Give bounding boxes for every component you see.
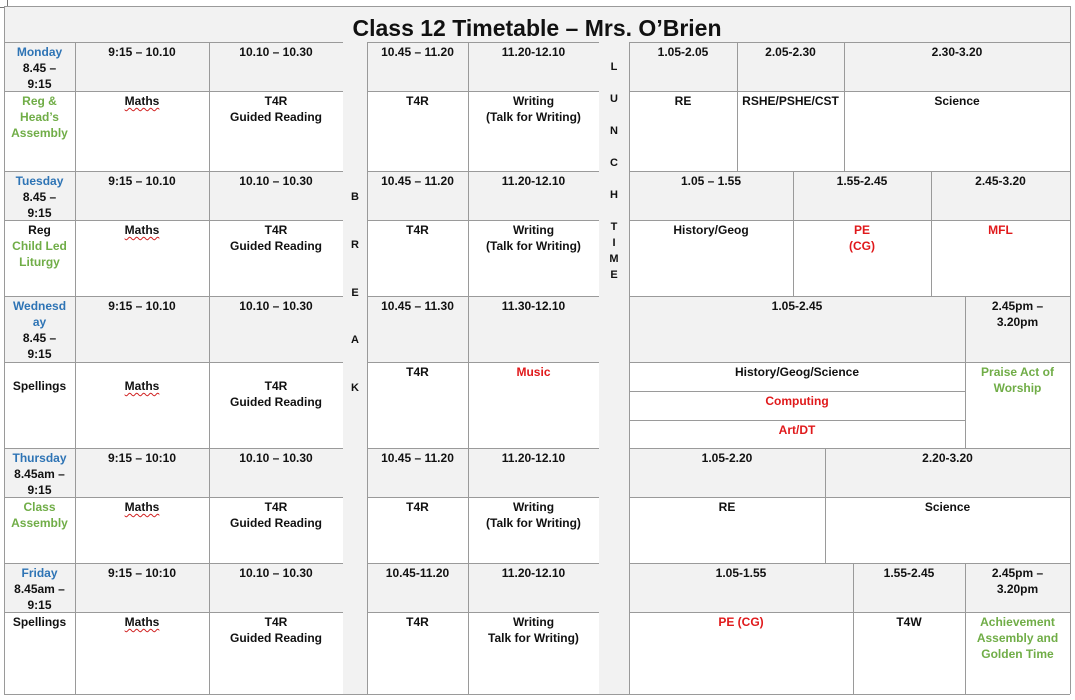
grid-line <box>4 448 5 497</box>
registration-time: 8.45 – 9:15 <box>22 61 57 91</box>
grid-line <box>4 6 1070 7</box>
grid-line <box>629 91 1070 92</box>
time-slot-tuesday-3: 10.45 – 11.20 <box>367 171 468 220</box>
time-slot-monday-5: 1.05-2.05 <box>629 42 737 91</box>
page-title: Class 12 Timetable – Mrs. O’Brien <box>4 6 1070 42</box>
grid-line <box>4 694 1070 695</box>
grid-line <box>367 612 599 613</box>
grid-line <box>1070 171 1071 220</box>
grid-line <box>468 220 469 296</box>
grid-line <box>4 91 5 171</box>
lesson-monday-7: Science <box>934 94 980 108</box>
time-slot-thursday-6: 2.20-3.20 <box>825 448 1070 497</box>
time-slot-wednesday-2: 10.10 – 10.30 <box>209 296 343 362</box>
time-slot-monday-6: 2.05-2.30 <box>737 42 844 91</box>
break-letter: E <box>351 287 359 299</box>
grid-line <box>468 42 469 91</box>
grid-line <box>629 362 1070 363</box>
break-letter: K <box>351 382 359 394</box>
time-slot-monday-2: 10.10 – 10.30 <box>209 42 343 91</box>
grid-line <box>844 42 845 91</box>
grid-line <box>75 612 76 694</box>
registration-time: 8.45 – 9:15 <box>22 190 57 220</box>
grid-line <box>4 362 5 448</box>
lesson-wednesday-8: Praise Act of Worship <box>981 365 1054 395</box>
time-slot-thursday-5: 1.05-2.20 <box>629 448 825 497</box>
lesson-friday-6: T4W <box>896 615 922 629</box>
grid-line <box>468 296 469 362</box>
grid-line <box>629 420 965 421</box>
lesson-friday-7: Achievement Assembly and Golden Time <box>976 615 1059 661</box>
time-slot-tuesday-1: 9:15 – 10.10 <box>75 171 209 220</box>
time-slot-wednesday-4: 11.30-12.10 <box>468 296 599 362</box>
time-slot-friday-5: 1.05-1.55 <box>629 563 853 612</box>
time-slot-thursday-3: 10.45 – 11.20 <box>367 448 468 497</box>
lesson-monday-5: RE <box>674 94 692 108</box>
grid-line <box>965 612 966 694</box>
lesson-wednesday-3: T4R <box>406 365 429 379</box>
grid-line <box>367 497 599 498</box>
grid-line <box>209 448 210 497</box>
grid-line <box>737 91 738 171</box>
time-slot-wednesday-6: 2.45pm – 3.20pm <box>965 296 1070 362</box>
lesson-friday-1: Maths <box>124 615 160 629</box>
day-label-friday <box>4 563 75 612</box>
grid-line <box>468 362 469 448</box>
grid-line <box>468 91 469 171</box>
grid-line <box>209 497 210 563</box>
grid-line <box>1070 612 1071 694</box>
grid-line <box>75 497 76 563</box>
lesson-tuesday-8: MFL <box>988 223 1013 237</box>
grid-line <box>4 448 1070 449</box>
lesson-wednesday-1: Maths <box>124 379 160 393</box>
grid-line <box>468 448 469 497</box>
lesson-monday-0: Reg & Head’s Assembly <box>11 94 68 140</box>
grid-line <box>468 612 469 694</box>
grid-line <box>4 171 1070 172</box>
grid-line <box>965 362 966 448</box>
lesson-thursday-1: Maths <box>124 500 160 514</box>
time-slot-thursday-4: 11.20-12.10 <box>468 448 599 497</box>
time-slot-friday-3: 10.45-11.20 <box>367 563 468 612</box>
day-name: Wednesd ay <box>12 299 67 329</box>
grid-line <box>4 497 5 563</box>
lesson-tuesday-7: PE (CG) <box>849 223 875 253</box>
lesson-tuesday-4: T4R <box>406 223 429 237</box>
grid-line <box>4 42 5 91</box>
grid-line <box>4 220 5 296</box>
grid-line <box>1070 448 1071 497</box>
grid-line <box>4 563 5 612</box>
grid-line <box>1070 42 1071 91</box>
grid-line <box>209 42 210 91</box>
registration-time: 8.45am – 9:15 <box>14 467 65 497</box>
grid-line <box>1070 497 1071 563</box>
grid-line <box>793 220 794 296</box>
grid-line <box>825 497 826 563</box>
grid-line <box>853 612 854 694</box>
time-slot-friday-1: 9:15 – 10:10 <box>75 563 209 612</box>
grid-line <box>75 296 76 362</box>
time-slot-monday-1: 9:15 – 10.10 <box>75 42 209 91</box>
lunchtime-column <box>599 42 629 694</box>
lesson-thursday-2: T4R Guided Reading <box>229 500 322 530</box>
grid-line <box>4 612 5 694</box>
grid-line <box>367 220 599 221</box>
time-slot-monday-3: 10.45 – 11.20 <box>367 42 468 91</box>
grid-line <box>4 612 343 613</box>
lesson-monday-4: Writing (Talk for Writing) <box>486 94 581 124</box>
grid-line <box>4 296 5 362</box>
grid-line <box>931 220 932 296</box>
grid-line <box>737 42 738 91</box>
grid-line <box>209 296 210 362</box>
grid-line <box>75 220 76 296</box>
time-slot-friday-6: 1.55-2.45 <box>853 563 965 612</box>
grid-line <box>1070 6 1071 42</box>
lunchtime-letter: N <box>610 125 618 137</box>
day-name: Monday <box>16 45 63 59</box>
lesson-friday-5: PE (CG) <box>718 615 764 629</box>
time-slot-tuesday-2: 10.10 – 10.30 <box>209 171 343 220</box>
grid-line <box>468 563 469 612</box>
lunchtime-letter: T <box>610 221 618 233</box>
grid-line <box>209 91 210 171</box>
grid-line <box>931 171 932 220</box>
time-slot-tuesday-4: 11.20-12.10 <box>468 171 599 220</box>
grid-line <box>75 563 76 612</box>
lesson-monday-1: Maths <box>124 94 160 108</box>
lesson-monday-3: T4R <box>406 94 429 108</box>
grid-line <box>367 362 599 363</box>
lesson-monday-2: T4R Guided Reading <box>229 94 322 124</box>
lesson-wednesday-4: Music <box>516 365 551 379</box>
grid-line <box>4 220 343 221</box>
lesson-wednesday-7: Art/DT <box>778 423 816 437</box>
lesson-thursday-0: Class Assembly <box>11 500 68 530</box>
lesson-friday-2: T4R Guided Reading <box>229 615 322 645</box>
grid-line <box>853 563 854 612</box>
lesson-thursday-4: Writing (Talk for Writing) <box>486 500 581 530</box>
grid-line <box>4 6 5 42</box>
grid-line <box>793 171 794 220</box>
grid-line <box>1070 91 1071 171</box>
grid-line <box>825 448 826 497</box>
lesson-tuesday-3: T4R Guided Reading <box>229 223 322 253</box>
lesson-thursday-5: RE <box>718 500 736 514</box>
grid-line <box>468 497 469 563</box>
grid-line <box>965 296 966 362</box>
lunchtime-letter: E <box>610 269 618 281</box>
lesson-registration-tuesday <box>4 220 75 296</box>
time-slot-wednesday-1: 9:15 – 10.10 <box>75 296 209 362</box>
day-label-tuesday <box>4 171 75 220</box>
break-letter: R <box>351 239 359 251</box>
grid-line <box>367 91 599 92</box>
time-slot-thursday-1: 9:15 – 10:10 <box>75 448 209 497</box>
registration-time: 8.45 – 9:15 <box>22 331 57 361</box>
day-name: Friday <box>21 566 58 580</box>
lesson-tuesday-6: History/Geog <box>673 223 749 237</box>
lesson-wednesday-6: Computing <box>765 394 829 408</box>
grid-line <box>367 42 368 694</box>
grid-line <box>629 497 1070 498</box>
lunchtime-letter: M <box>609 253 619 265</box>
time-slot-tuesday-7: 2.45-3.20 <box>931 171 1070 220</box>
grid-line <box>844 91 845 171</box>
grid-line <box>4 91 343 92</box>
day-name: Thursday <box>12 451 67 465</box>
grid-line <box>209 220 210 296</box>
lesson-wednesday-5: History/Geog/Science <box>734 365 860 379</box>
day-label-wednesday <box>4 296 75 362</box>
time-slot-wednesday-3: 10.45 – 11.30 <box>367 296 468 362</box>
grid-line <box>4 362 343 363</box>
grid-line <box>75 362 76 448</box>
grid-line <box>1070 296 1071 362</box>
grid-line <box>965 563 966 612</box>
grid-line <box>75 171 76 220</box>
time-slot-monday-7: 2.30-3.20 <box>844 42 1070 91</box>
registration-label: Reg <box>28 223 51 237</box>
time-slot-friday-7: 2.45pm – 3.20pm <box>965 563 1070 612</box>
time-slot-monday-4: 11.20-12.10 <box>468 42 599 91</box>
break-letter: B <box>351 191 359 203</box>
grid-line <box>209 362 210 448</box>
grid-line <box>75 448 76 497</box>
grid-line <box>209 612 210 694</box>
grid-line <box>75 91 76 171</box>
time-slot-friday-4: 11.20-12.10 <box>468 563 599 612</box>
grid-line <box>1070 220 1071 296</box>
day-label-monday <box>4 42 75 91</box>
registration-time: 8.45am – 9:15 <box>14 582 65 612</box>
day-label-thursday <box>4 448 75 497</box>
lesson-friday-0: Spellings <box>12 615 67 629</box>
grid-line <box>468 171 469 220</box>
grid-line <box>4 42 1070 43</box>
lunchtime-letter: U <box>610 93 618 105</box>
grid-line <box>209 171 210 220</box>
lunchtime-letter: C <box>610 157 618 169</box>
lunchtime-letter: H <box>610 189 618 201</box>
lesson-monday-6: RSHE/PSHE/CST <box>742 94 839 108</box>
time-slot-thursday-2: 10.10 – 10.30 <box>209 448 343 497</box>
break-column <box>343 42 367 694</box>
lesson-wednesday-0: Spellings <box>12 379 67 393</box>
grid-line <box>629 220 1070 221</box>
lesson-tuesday-2: Maths <box>124 223 160 237</box>
lunchtime-letter: L <box>610 61 618 73</box>
grid-line <box>75 42 76 91</box>
lesson-thursday-3: T4R <box>406 500 429 514</box>
break-letter: A <box>351 334 359 346</box>
lesson-friday-3: T4R <box>406 615 429 629</box>
lesson-friday-4: Writing Talk for Writing) <box>488 615 579 645</box>
lesson-wednesday-2: T4R Guided Reading <box>229 379 322 409</box>
lesson-thursday-6: Science <box>924 500 971 514</box>
grid-line <box>629 42 630 694</box>
time-slot-tuesday-5: 1.05 – 1.55 <box>629 171 793 220</box>
grid-line <box>4 563 1070 564</box>
grid-line <box>629 612 1070 613</box>
grid-line <box>209 563 210 612</box>
grid-line <box>4 171 5 220</box>
lesson-tuesday-5: Writing (Talk for Writing) <box>486 223 581 253</box>
time-slot-tuesday-6: 1.55-2.45 <box>793 171 931 220</box>
time-slot-friday-2: 10.10 – 10.30 <box>209 563 343 612</box>
grid-line <box>1070 362 1071 448</box>
grid-line <box>4 296 1070 297</box>
grid-line <box>4 497 343 498</box>
time-slot-wednesday-5: 1.05-2.45 <box>629 296 965 362</box>
assembly-label: Child Led Liturgy <box>12 239 67 269</box>
day-name: Tuesday <box>15 174 64 188</box>
grid-line <box>629 391 965 392</box>
lunchtime-letter: I <box>612 237 616 249</box>
grid-line <box>1070 563 1071 612</box>
